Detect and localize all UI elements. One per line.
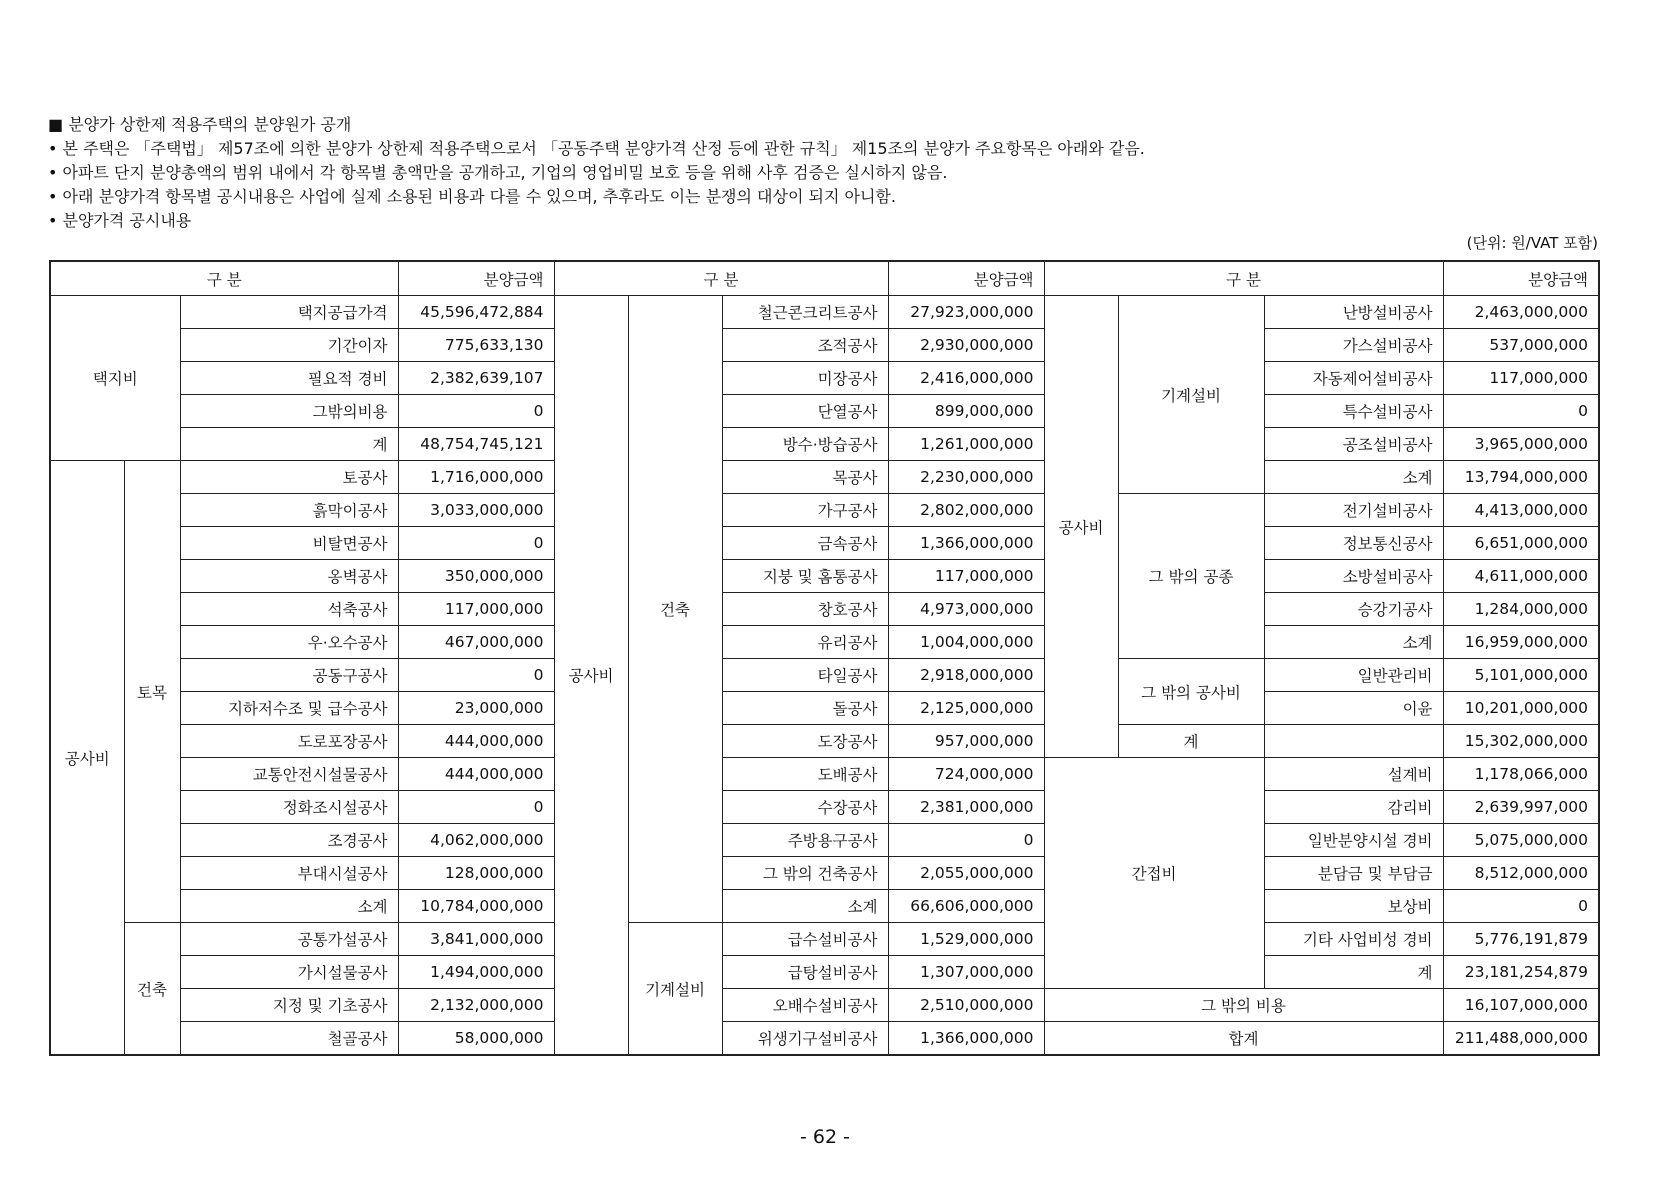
item-value: 4,062,000,000: [398, 824, 554, 857]
item-value: 350,000,000: [398, 560, 554, 593]
table-row: [50, 593, 1599, 626]
item-name: 감리비: [1264, 791, 1443, 824]
item-value: 444,000,000: [398, 725, 554, 758]
item-name: 비탈면공사: [180, 527, 398, 560]
item-value: 5,776,191,879: [1443, 923, 1599, 956]
item-value: 128,000,000: [398, 857, 554, 890]
item-name: 정화조시설공사: [180, 791, 398, 824]
item-value: 2,930,000,000: [888, 329, 1044, 362]
item-name: 필요적 경비: [180, 362, 398, 395]
item-value: 5,075,000,000: [1443, 824, 1599, 857]
item-name: 가스설비공사: [1264, 329, 1443, 362]
item-name: 방수·방습공사: [722, 428, 888, 461]
table-row: [50, 362, 1599, 395]
item-name: 옹벽공사: [180, 560, 398, 593]
item-value: 724,000,000: [888, 758, 1044, 791]
item-value: 0: [1443, 395, 1599, 428]
table-row: [50, 1022, 1599, 1056]
table-row: [50, 824, 1599, 857]
item-value: 2,125,000,000: [888, 692, 1044, 725]
cost-group-cell: 공사비: [50, 461, 124, 1056]
table-row: [50, 494, 1599, 527]
bullet-line: • 아파트 단지 분양총액의 범위 내에서 각 항목별 총액만을 공개하고, 기업의 영업비밀 보호 등을 위해 사후 검증은 실시하지 않음.: [48, 163, 948, 182]
unit-note: (단위: 원/VAT 포함): [1466, 234, 1598, 252]
item-value: 2,639,997,000: [1443, 791, 1599, 824]
item-value: 0: [398, 395, 554, 428]
item-name: 목공사: [722, 461, 888, 494]
bullet-line: • 본 주택은 「주택법」 제57조에 의한 분양가 상한제 적용주택으로서 「공동주택 분양가격 산정 등에 관한 규칙」 제15조의 분양가 주요항목은 아래와 같음.: [48, 139, 1145, 158]
item-value: 1,284,000,000: [1443, 593, 1599, 626]
empty-cell: [1264, 725, 1443, 758]
cost-group-cell: 공사비: [554, 296, 628, 1056]
item-name: 부대시설공사: [180, 857, 398, 890]
item-name: 특수설비공사: [1264, 395, 1443, 428]
item-name: 석축공사: [180, 593, 398, 626]
item-name: 승강기공사: [1264, 593, 1443, 626]
item-value: 16,959,000,000: [1443, 626, 1599, 659]
item-value: 0: [398, 791, 554, 824]
item-value: 2,382,639,107: [398, 362, 554, 395]
item-value: 957,000,000: [888, 725, 1044, 758]
item-name: 급수설비공사: [722, 923, 888, 956]
mech-group-cell: 기계설비: [1118, 296, 1264, 494]
item-value: 58,000,000: [398, 1022, 554, 1056]
header-amount: 분양금액: [888, 261, 1044, 296]
item-value: 211,488,000,000: [1443, 1022, 1599, 1056]
item-value: 0: [1443, 890, 1599, 923]
table-header-row: [50, 261, 1599, 296]
page-number: - 62 -: [800, 1126, 850, 1148]
intro-text: [48, 113, 1145, 233]
item-name: 미장공사: [722, 362, 888, 395]
grand-total-label: 합계: [1044, 1022, 1443, 1056]
civil-group-cell: 토목: [124, 461, 180, 923]
item-value: 899,000,000: [888, 395, 1044, 428]
cost-table-body: [50, 261, 1599, 1055]
table-row: [50, 560, 1599, 593]
item-name: 수장공사: [722, 791, 888, 824]
item-name: 급탕설비공사: [722, 956, 888, 989]
item-name: 계: [180, 428, 398, 461]
item-name: 소계: [1264, 626, 1443, 659]
item-value: 1,261,000,000: [888, 428, 1044, 461]
item-name: 난방설비공사: [1264, 296, 1443, 329]
cost-table: [49, 260, 1600, 1056]
table-row: [50, 725, 1599, 758]
item-value: 4,973,000,000: [888, 593, 1044, 626]
item-value: 4,413,000,000: [1443, 494, 1599, 527]
table-row: [50, 659, 1599, 692]
item-value: 0: [398, 659, 554, 692]
item-value: 1,366,000,000: [888, 1022, 1044, 1056]
item-value: 467,000,000: [398, 626, 554, 659]
item-value: 2,918,000,000: [888, 659, 1044, 692]
table-row: [50, 758, 1599, 791]
item-value: 1,529,000,000: [888, 923, 1044, 956]
item-name: 조경공사: [180, 824, 398, 857]
item-value: 2,802,000,000: [888, 494, 1044, 527]
item-value: 66,606,000,000: [888, 890, 1044, 923]
section-title: ■ 분양가 상한제 적용주택의 분양원가 공개: [48, 115, 352, 134]
item-name: 흙막이공사: [180, 494, 398, 527]
item-name: 택지공급가격: [180, 296, 398, 329]
item-name: 가시설물공사: [180, 956, 398, 989]
item-name: 단열공사: [722, 395, 888, 428]
item-value: 117,000,000: [398, 593, 554, 626]
item-value: 3,965,000,000: [1443, 428, 1599, 461]
cost-group-cell: 공사비: [1044, 296, 1118, 758]
item-value: 2,055,000,000: [888, 857, 1044, 890]
item-name: 일반관리비: [1264, 659, 1443, 692]
item-value: 3,033,000,000: [398, 494, 554, 527]
item-value: 23,181,254,879: [1443, 956, 1599, 989]
item-name: 이윤: [1264, 692, 1443, 725]
item-value: 1,178,066,000: [1443, 758, 1599, 791]
item-name: 지하저수조 및 급수공사: [180, 692, 398, 725]
build-group-cell: 건축: [124, 923, 180, 1056]
item-value: 2,132,000,000: [398, 989, 554, 1022]
table-row: [50, 956, 1599, 989]
item-value: 23,000,000: [398, 692, 554, 725]
item-value: 45,596,472,884: [398, 296, 554, 329]
table-row: [50, 395, 1599, 428]
other-trade-group-cell: 그 밖의 공종: [1118, 494, 1264, 659]
table-row: [50, 791, 1599, 824]
item-value: 2,416,000,000: [888, 362, 1044, 395]
item-value: 48,754,745,121: [398, 428, 554, 461]
table-row: [50, 527, 1599, 560]
item-value: 1,716,000,000: [398, 461, 554, 494]
item-name: 유리공사: [722, 626, 888, 659]
item-name: 도로포장공사: [180, 725, 398, 758]
header-gubun: 구 분: [1044, 261, 1443, 296]
item-name: 조적공사: [722, 329, 888, 362]
item-value: 0: [888, 824, 1044, 857]
item-name: 공통가설공사: [180, 923, 398, 956]
item-name: 타일공사: [722, 659, 888, 692]
item-value: 27,923,000,000: [888, 296, 1044, 329]
table-row: [50, 626, 1599, 659]
item-value: 8,512,000,000: [1443, 857, 1599, 890]
item-value: 117,000,000: [888, 560, 1044, 593]
item-value: 10,784,000,000: [398, 890, 554, 923]
item-name: 보상비: [1264, 890, 1443, 923]
item-name: 교통안전시설물공사: [180, 758, 398, 791]
item-name: 지정 및 기초공사: [180, 989, 398, 1022]
mech-group-cell: 기계설비: [628, 923, 722, 1056]
item-name: 돌공사: [722, 692, 888, 725]
item-value: 1,307,000,000: [888, 956, 1044, 989]
item-name: 철골공사: [180, 1022, 398, 1056]
table-row: [50, 890, 1599, 923]
item-name: 토공사: [180, 461, 398, 494]
item-value: 2,510,000,000: [888, 989, 1044, 1022]
item-name: 공동구공사: [180, 659, 398, 692]
item-value: 6,651,000,000: [1443, 527, 1599, 560]
item-value: 13,794,000,000: [1443, 461, 1599, 494]
item-value: 117,000,000: [1443, 362, 1599, 395]
land-group-cell: 택지비: [50, 296, 180, 461]
item-name: 지붕 및 홈통공사: [722, 560, 888, 593]
item-name: 일반분양시설 경비: [1264, 824, 1443, 857]
item-name: 도배공사: [722, 758, 888, 791]
item-value: 2,230,000,000: [888, 461, 1044, 494]
build-group-cell: 건축: [628, 296, 722, 923]
item-value: 5,101,000,000: [1443, 659, 1599, 692]
item-name: 금속공사: [722, 527, 888, 560]
table-row: [50, 989, 1599, 1022]
item-name: 소계: [722, 890, 888, 923]
item-name: 우·오수공사: [180, 626, 398, 659]
item-name: 자동제어설비공사: [1264, 362, 1443, 395]
item-value: 444,000,000: [398, 758, 554, 791]
indirect-group-cell: 간접비: [1044, 758, 1264, 989]
item-value: 2,463,000,000: [1443, 296, 1599, 329]
item-value: 15,302,000,000: [1443, 725, 1599, 758]
item-value: 537,000,000: [1443, 329, 1599, 362]
item-name: 공조설비공사: [1264, 428, 1443, 461]
item-name: 주방용구공사: [722, 824, 888, 857]
item-name: 소계: [180, 890, 398, 923]
header-amount: 분양금액: [398, 261, 554, 296]
bullet-line: • 아래 분양가격 항목별 공시내용은 사업에 실제 소용된 비용과 다를 수 있으며, 추후라도 이는 분쟁의 대상이 되지 아니함.: [48, 187, 896, 206]
item-value: 775,633,130: [398, 329, 554, 362]
item-value: 2,381,000,000: [888, 791, 1044, 824]
item-name: 그 밖의 건축공사: [722, 857, 888, 890]
header-amount: 분양금액: [1443, 261, 1599, 296]
table-row: [50, 428, 1599, 461]
item-value: 1,004,000,000: [888, 626, 1044, 659]
item-value: 4,611,000,000: [1443, 560, 1599, 593]
item-name: 도장공사: [722, 725, 888, 758]
item-name: 정보통신공사: [1264, 527, 1443, 560]
item-name: 위생기구설비공사: [722, 1022, 888, 1056]
header-gubun: 구 분: [50, 261, 398, 296]
table-row: [50, 923, 1599, 956]
other-expense-label: 그 밖의 비용: [1044, 989, 1443, 1022]
item-value: 10,201,000,000: [1443, 692, 1599, 725]
item-name: 소방설비공사: [1264, 560, 1443, 593]
table-row: [50, 857, 1599, 890]
item-name: 오배수설비공사: [722, 989, 888, 1022]
item-name: 설계비: [1264, 758, 1443, 791]
table-row: [50, 692, 1599, 725]
item-name: 그밖의비용: [180, 395, 398, 428]
item-name: 기타 사업비성 경비: [1264, 923, 1443, 956]
header-gubun: 구 분: [554, 261, 888, 296]
item-name: 가구공사: [722, 494, 888, 527]
item-name: 철근콘크리트공사: [722, 296, 888, 329]
item-name: 창호공사: [722, 593, 888, 626]
item-name: 소계: [1264, 461, 1443, 494]
bullet-line: • 분양가격 공시내용: [48, 211, 192, 230]
cost-total-label: 계: [1118, 725, 1264, 758]
item-value: 16,107,000,000: [1443, 989, 1599, 1022]
item-name: 기간이자: [180, 329, 398, 362]
item-value: 3,841,000,000: [398, 923, 554, 956]
item-value: 1,494,000,000: [398, 956, 554, 989]
item-value: 1,366,000,000: [888, 527, 1044, 560]
table-row: [50, 329, 1599, 362]
item-value: 0: [398, 527, 554, 560]
table-row: [50, 461, 1599, 494]
table-row: [50, 296, 1599, 329]
item-name: 분담금 및 부담금: [1264, 857, 1443, 890]
item-name: 전기설비공사: [1264, 494, 1443, 527]
item-name: 계: [1264, 956, 1443, 989]
other-cost-group-cell: 그 밖의 공사비: [1118, 659, 1264, 725]
